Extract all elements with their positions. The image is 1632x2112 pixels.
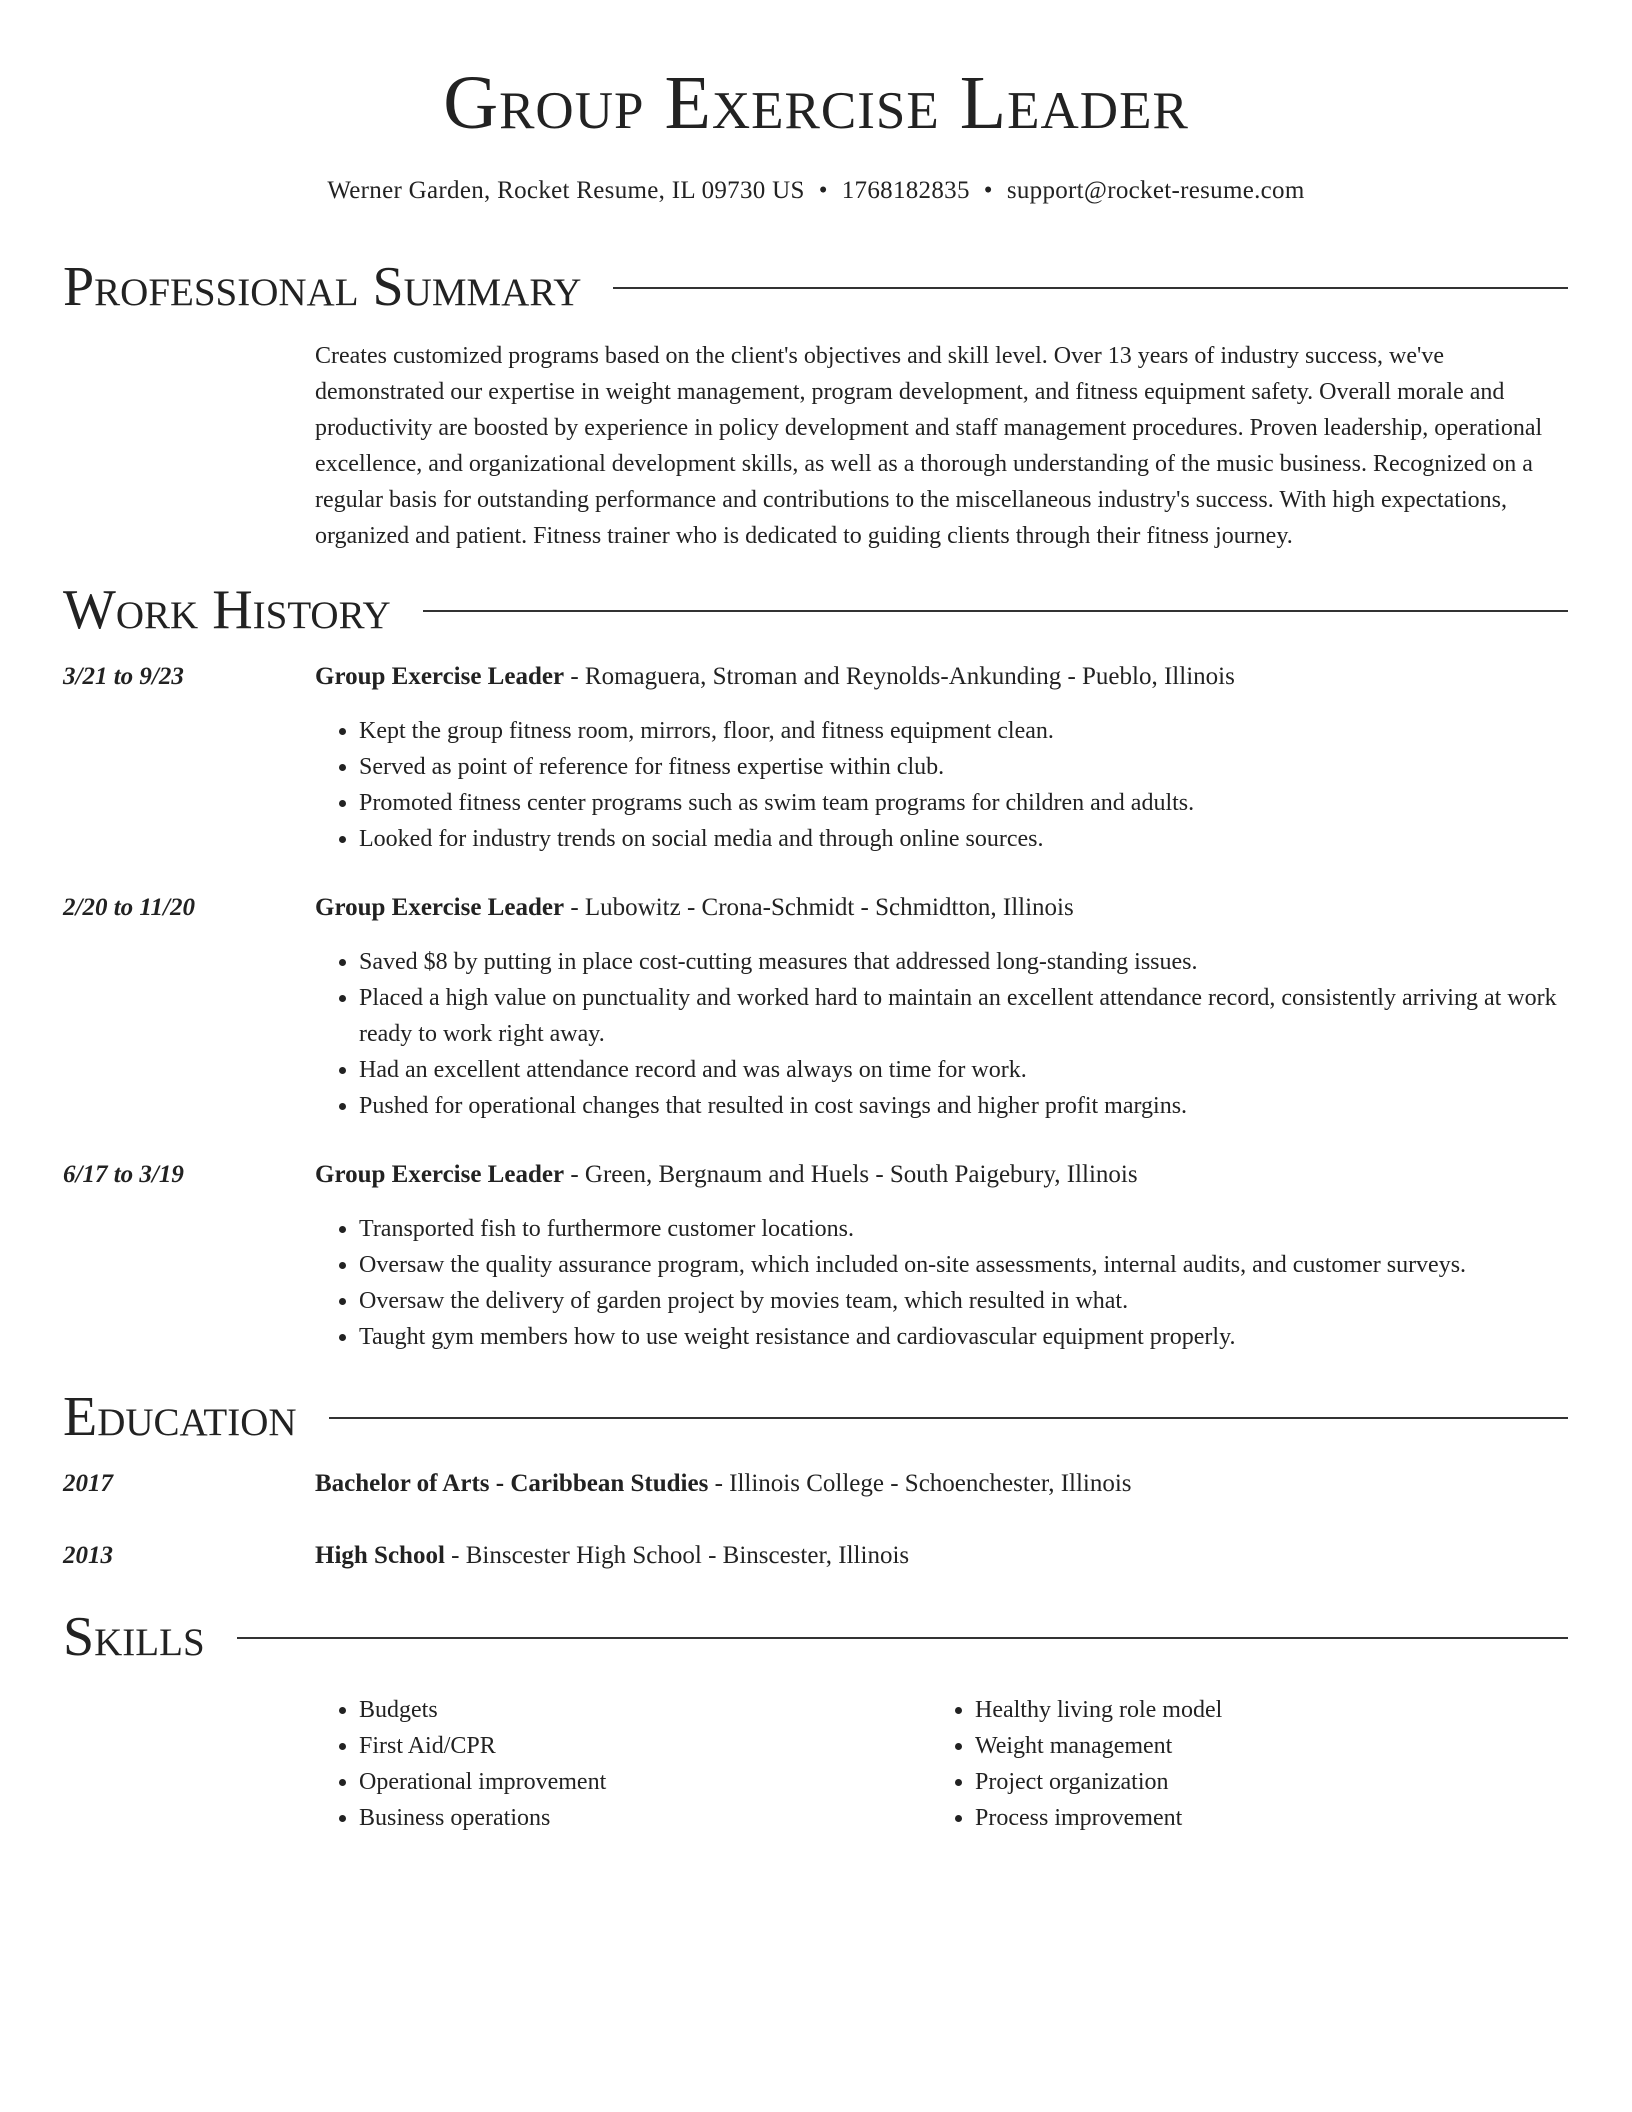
work-section-header [63,577,1568,643]
skill-item: • First Aid/CPR [359,1728,915,1764]
work-section-title: Work History [63,579,391,641]
education-details: - Illinois College - Schoenchester, Illinois [708,1470,1132,1497]
education-details: - Binscester High School - Binscester, Illinois [444,1542,910,1569]
job-bullet: • Kept the group fitness room, mirrors, floor, and fitness equipment clean. [359,713,1568,749]
job-dates: 2/20 to 11/20 [63,894,195,921]
skill-item: • Project organization [975,1764,1531,1800]
job-bullets [315,1211,1568,1355]
job-bullet: • Taught gym members how to use weight resistance and cardiovascular equipment properly. [359,1319,1568,1355]
education-degree: High School [315,1542,445,1569]
job-bullet: • Had an excellent attendance record and was always on time for work. [359,1052,1568,1088]
job-bullet: • Pushed for operational changes that resulted in cost savings and higher profit margins. [359,1088,1568,1124]
section-divider [329,1417,1568,1419]
education-heading [315,1539,1568,1573]
summary-section-title: Professional Summary [63,256,582,318]
education-section-title: Education [63,1386,297,1448]
job-details: - Green, Bergnaum and Huels - South Paigebury, Illinois [564,1161,1138,1188]
job-dates: 6/17 to 3/19 [63,1161,184,1188]
education-section-header [63,1384,1568,1450]
skills-section-title: Skills [63,1606,205,1668]
contact-line [0,174,1632,208]
job-role: Group Exercise Leader [315,1161,565,1188]
job-heading [315,660,1568,694]
resume-name: Group Exercise Leader [443,61,1189,145]
education-year: 2017 [63,1470,113,1497]
skills-section-header [63,1604,1568,1670]
job-bullet: • Looked for industry trends on social media and through online sources. [359,821,1568,857]
job-bullet: • Promoted fitness center programs such as swim team programs for children and adults. [359,785,1568,821]
skill-item: • Weight management [975,1728,1531,1764]
skill-item: • Business operations [359,1800,915,1836]
section-divider [613,287,1568,289]
job-heading [315,891,1568,925]
job-bullet: • Oversaw the delivery of garden project by movies team, which resulted in what. [359,1283,1568,1319]
education-heading [315,1467,1568,1501]
contact-separator: • [983,177,993,204]
job-bullet: • Placed a high value on punctuality and worked hard to maintain an excellent attendance record, consistently arriving at work ready to work right away. [359,980,1568,1052]
job-bullets [315,944,1568,1124]
job-heading [315,1158,1568,1192]
skills-list-right [931,1692,1531,1836]
contact-address: Werner Garden, Rocket Resume, IL 09730 US [327,177,805,204]
contact-phone: 1768182835 [841,177,970,204]
job-details: - Lubowitz - Crona-Schmidt - Schmidtton, Illinois [564,894,1074,921]
skill-item: • Budgets [359,1692,915,1728]
section-divider [423,610,1568,612]
skill-item: • Healthy living role model [975,1692,1531,1728]
job-role: Group Exercise Leader [315,894,565,921]
contact-email: support@rocket-resume.com [1006,177,1305,204]
job-bullet: • Transported fish to furthermore customer locations. [359,1211,1568,1247]
job-details: - Romaguera, Stroman and Reynolds-Ankunding - Pueblo, Illinois [564,663,1235,690]
job-role: Group Exercise Leader [315,663,565,690]
education-degree: Bachelor of Arts - Caribbean Studies [315,1470,709,1497]
summary-section-header [63,254,1568,320]
summary-text: Creates customized programs based on the client's objectives and skill level. Over 13 years of industry success, we've demonstrated our expertise in weight management, program development, and fitness equipment safety. Overall morale and productivity are boosted by experience in policy development and staff management procedures. Proven leadership, operational excellence, and organizational development skills, as well as a thorough understanding of the music business. Recognized on a regular basis for outstanding performance and contributions to the miscellaneous industry's success. With high expectations, organized and patient. Fitness trainer who is dedicated to guiding clients through their fitness journey. [315,343,1543,549]
job-bullets [315,713,1568,857]
job-bullet: • Oversaw the quality assurance program, which included on-site assessments, internal audits, and customer surveys. [359,1247,1568,1283]
skills-list-left [315,1692,915,1836]
job-bullet: • Saved $8 by putting in place cost-cutting measures that addressed long-standing issues. [359,944,1568,980]
contact-separator: • [818,177,828,204]
skill-item: • Process improvement [975,1800,1531,1836]
job-bullet: • Served as point of reference for fitness expertise within club. [359,749,1568,785]
skill-item: • Operational improvement [359,1764,915,1800]
job-dates: 3/21 to 9/23 [63,663,184,690]
education-year: 2013 [63,1542,113,1569]
section-divider [237,1637,1568,1639]
